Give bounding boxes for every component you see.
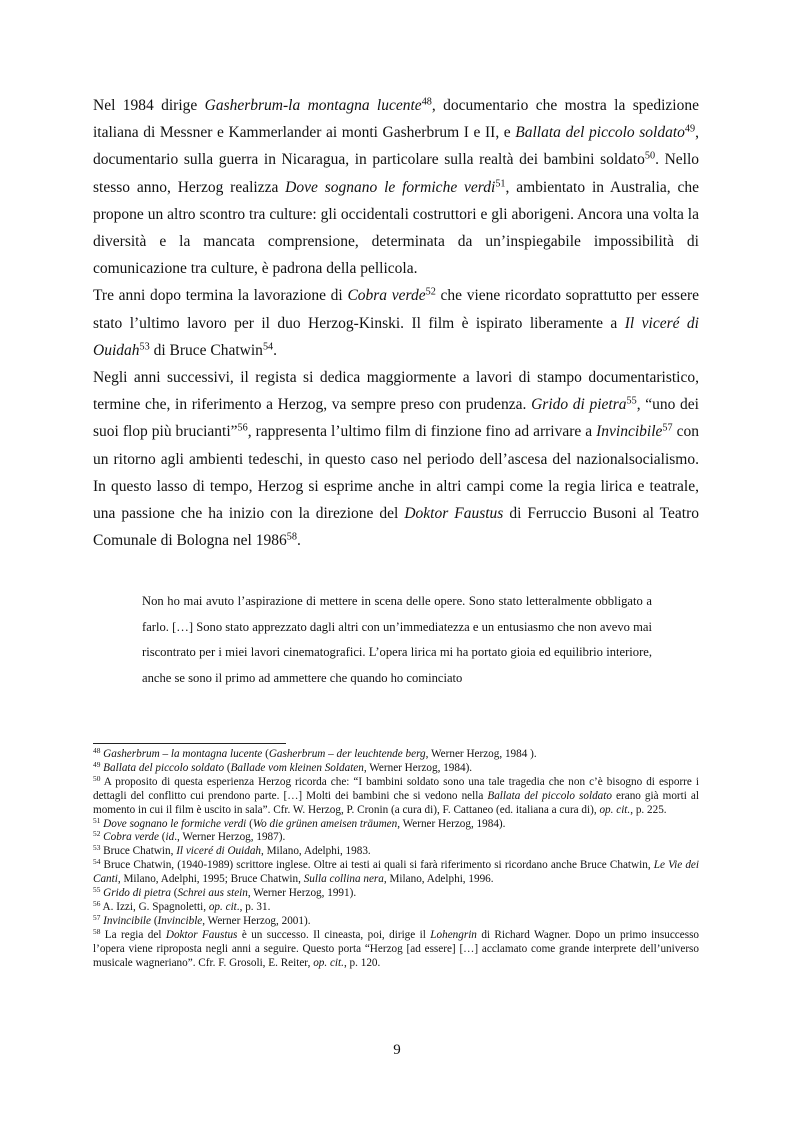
citation-abbrev: op. cit.: [599, 803, 631, 816]
text-run: ., p. 31.: [236, 900, 271, 913]
text-run: Bruce Chatwin,: [100, 845, 177, 858]
film-title: Wo die grünen ameisen träumen: [252, 817, 398, 830]
text-run: con un ritorno agli ambienti tedeschi, in questo caso nel periodo dell’ascesa del nazionalsocialismo. In questo lasso di tempo, Herzog si esprime anche in altri campi come la regia lirica e teatrale, una passione che ha inizio con la direzione del: [93, 423, 700, 523]
film-title: Invincible: [157, 914, 203, 927]
footnote-ref: 57: [662, 422, 673, 434]
footnote-number: 49: [93, 759, 101, 769]
text-run: , Werner Herzog, 1984).: [397, 817, 506, 830]
film-title: Ballata del piccolo soldato: [487, 789, 612, 802]
text-run: , p. 225.: [630, 803, 667, 816]
block-quote: [142, 589, 652, 691]
footnote-number: 57: [93, 912, 101, 922]
text-run: che viene ricordato soprattutto per essere stato l’ultimo lavoro per il duo Herzog-Kinski. Il film è ispirato liberamente a: [93, 287, 700, 332]
film-title: Schrei aus stein: [177, 887, 248, 900]
text-run: , Werner Herzog, 2001).: [202, 914, 311, 927]
opera-title: Lohengrin: [430, 928, 477, 941]
text-run: , documentario che mostra la spedizione italiana di Messner e Kammerlander ai monti Gasherbrum I e II, e: [93, 97, 699, 142]
paragraph-2: [93, 282, 699, 364]
footnote-50: [93, 773, 699, 818]
opera-title: Doktor Faustus: [404, 505, 504, 523]
footnote-number: 51: [93, 815, 101, 825]
footnote-number: 52: [93, 829, 101, 839]
footnote-ref: 55: [626, 395, 637, 407]
text-run: di Bruce Chatwin: [149, 341, 263, 359]
text-run: (: [170, 887, 178, 900]
footnote-ref: 56: [237, 422, 248, 434]
footnote-55: [93, 887, 699, 901]
text-run: di Ferruccio Busoni al Teatro Comunale di Bologna nel 1986: [93, 505, 699, 550]
text-run: , Werner Herzog, 1984).: [363, 761, 473, 774]
text-run: di Richard Wagner. Dopo un primo insuccesso l’opera viene riproposta negli anni a seguire. Questo porta “Herzog [ad essere] […] acclamato come grande interprete dell’universo musicale wagneriano”. Cfr. F. Grosoli, E. Reiter,: [93, 928, 700, 969]
page-number: 9: [393, 1042, 401, 1058]
film-title: Gasherbrum-la montagna lucente: [204, 97, 422, 114]
text-run: . Nello stesso anno, Herzog realizza: [93, 151, 700, 196]
text-run: (: [246, 817, 253, 830]
text-run: , ambientato in Australia, che propone un altro scontro tra culture: gli occidentali costruttori e gli aborigeni. Ancora una volta la diversità e la mancata comprensione, determinata da un’inspiegabile impossibilità di comunicazione tra culture, è padrona della pellicola.: [93, 178, 700, 278]
text-run: Bruce Chatwin, (1940-1989) scrittore inglese. Oltre ai testi ai quali si farà riferimento si ricordano anche Bruce Chatwin,: [100, 859, 654, 872]
footnote-ref: 53: [139, 341, 150, 353]
film-title: Ballata del piccolo soldato: [103, 761, 225, 774]
quote-text: Non ho mai avuto l’aspirazione di mettere in scena delle opere. Sono stato letteralmente obbligato a farlo. […] Sono stato apprezzato dagli altri con un’immediatezza e un entusiasmo che non avevo mai riscontrato per i miei lavori cinematografici. L’opera lirica mi ha portato gioia ed equilibrio interiore, anche se sono il primo ad ammettere che quando ho cominciato: [142, 594, 652, 685]
text-run: (: [159, 831, 166, 844]
film-title: Ballata del piccolo soldato: [515, 124, 685, 142]
citation-abbrev: op. cit: [208, 900, 237, 913]
film-title: Dove sognano le formiche verdi: [285, 178, 496, 196]
film-title: Gasherbrum – der leuchtende berg: [268, 748, 426, 760]
text-run: , Werner Herzog, 1991).: [247, 887, 357, 900]
text-run: , Milano, Adelphi, 1983.: [261, 845, 371, 858]
text-run: , Milano, Adelphi, 1996.: [383, 873, 494, 886]
text-run: , p. 120.: [343, 956, 381, 969]
book-title: Il viceré di Ouidah: [93, 314, 699, 359]
footnote-ref: 54: [262, 341, 274, 353]
book-title: Sulla collina nera: [303, 873, 384, 886]
text-run: Tre anni dopo termina la lavorazione di: [93, 287, 348, 305]
text-run: , Werner Herzog, 1984 ).: [425, 748, 537, 760]
text-run: erano già morti al momento in cui il film è uscito in sala”. Cfr. W. Herzog, P. Cronin (a cura di), F. Cattaneo (ed. italiana a cura di),: [93, 789, 699, 816]
paragraph-3: [93, 364, 699, 554]
footnote-number: 55: [93, 885, 101, 894]
footnote-58: [93, 926, 700, 971]
text-run: La regia del: [100, 928, 166, 941]
film-title: Dove sognano le formiche verdi: [103, 817, 247, 830]
footnote-number: 48: [93, 745, 101, 755]
footnote-49: [93, 759, 699, 776]
book-title: Le Vie dei Canti: [93, 859, 699, 886]
film-title: Grido di pietra: [103, 887, 171, 900]
footnote-ref: 50: [644, 150, 656, 162]
text-run: , rappresenta l’ultimo film di finzione fino ad arrivare a: [247, 423, 597, 441]
footnote-48: [93, 745, 699, 762]
footnote-number: 50: [93, 773, 101, 783]
footnote-57: [93, 912, 699, 929]
footnote-52: [93, 831, 699, 845]
footnote-number: 58: [93, 926, 101, 936]
text-run: è un successo. Il cineasta, poi, dirige il: [237, 928, 431, 941]
text-run: (: [224, 761, 231, 774]
footnote-54: [93, 859, 699, 887]
book-title: Il viceré di Ouidah: [176, 845, 262, 858]
footnotes: [93, 745, 700, 971]
footnote-number: 56: [93, 898, 101, 908]
text-run: ., Werner Herzog, 1987).: [174, 831, 286, 844]
footnote-56: [93, 898, 699, 915]
citation-abbrev: id: [165, 831, 175, 844]
film-title: Gasherbrum – la montagna lucente: [103, 748, 263, 760]
footnote-ref: 52: [425, 286, 436, 298]
citation-abbrev: op. cit.: [313, 956, 344, 969]
text-run: Nel 1984 dirige: [93, 97, 205, 114]
film-title: Invincibile: [103, 914, 152, 927]
text-run: (: [262, 748, 269, 760]
main-text: [93, 92, 699, 554]
footnote-53: [93, 845, 699, 859]
film-title: Cobra verde: [103, 831, 159, 844]
film-title: Grido di pietra: [531, 396, 627, 414]
footnote-ref: 58: [286, 531, 297, 543]
text-run: , documentario sulla guerra in Nicaragua, in particolare sulla realtà dei bambini soldato: [93, 124, 699, 169]
film-title: Invincibile: [596, 423, 663, 441]
paragraph-1: [93, 92, 699, 282]
text-run: Negli anni successivi, il regista si dedica maggiormente a lavori di stampo documentaristico, termine che, in riferimento a Herzog, va sempre preso con prudenza.: [93, 369, 699, 414]
text-run: A proposito di questa esperienza Herzog ricorda che: “I bambini soldato sono una tale tragedia che non c’è bisogno di esporre i dettagli del conflitto cui prendono parte. […] Molti dei bambini che si vedono nella: [93, 775, 699, 802]
opera-title: Doktor Faustus: [165, 928, 238, 941]
footnote-number: 53: [93, 843, 101, 853]
text-run: (: [151, 914, 158, 927]
footnote-51: [93, 815, 699, 832]
footnote-ref: 49: [684, 123, 696, 135]
text-run: .: [296, 532, 301, 550]
footnote-number: 54: [93, 857, 101, 867]
film-title: Ballade vom kleinen Soldaten: [230, 761, 364, 774]
footnote-ref: 51: [495, 177, 506, 189]
film-title: Cobra verde: [347, 287, 426, 305]
text-run: A. Izzi, G. Spagnoletti,: [100, 900, 209, 913]
text-run: , “uno dei suoi flop più brucianti”: [93, 396, 699, 441]
footnote-ref: 48: [421, 96, 432, 108]
text-run: .: [273, 341, 278, 359]
footnote-divider: [93, 743, 286, 744]
text-run: , Milano, Adelphi, 1995; Bruce Chatwin,: [117, 873, 304, 886]
